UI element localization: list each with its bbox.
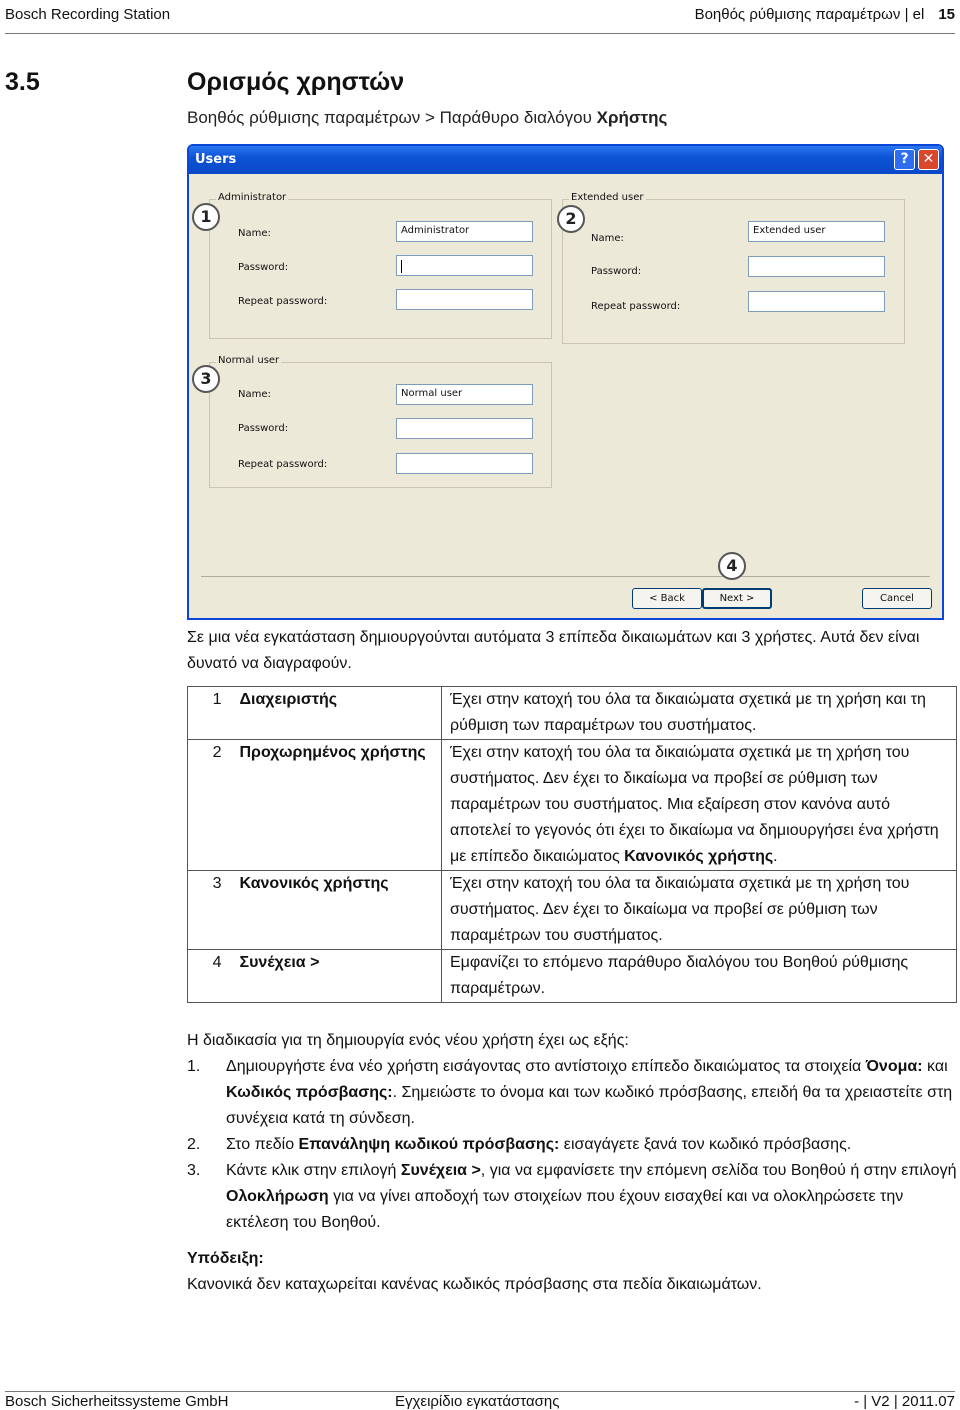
table-row: [188, 740, 957, 871]
step-number: 1.: [187, 1058, 201, 1075]
list-item: [187, 1158, 957, 1236]
extended-user-legend: Extended user: [571, 192, 644, 203]
definition-term: Συνέχεια >: [240, 950, 442, 1003]
users-dialog: [187, 144, 944, 620]
step-text: εισαγάγετε ξανά τον κωδικό πρόσβασης.: [559, 1136, 852, 1153]
definition-term: Διαχειριστής: [240, 687, 442, 740]
definition-term: Προχωρημένος χρήστης: [240, 740, 442, 871]
step-bold: Επανάληψη κωδικού πρόσβασης:: [298, 1136, 560, 1153]
normal-name-label: Name:: [238, 389, 271, 400]
step-bold: Συνέχεια >: [400, 1162, 481, 1179]
extended-name-label: Name:: [591, 233, 624, 244]
administrator-legend: Administrator: [218, 192, 287, 203]
extended-password-label: Password:: [591, 266, 642, 277]
cancel-button[interactable]: Cancel: [862, 588, 932, 609]
normal-password-label: Password:: [238, 423, 289, 434]
callout-marker-3: 3: [192, 365, 220, 393]
intro-paragraph: Σε μια νέα εγκατάσταση δημιουργούνται αυτόματα 3 επίπεδα δικαιωμάτων και 3 χρήστες. Αυτά δεν είναι δυνατό να διαγραφούν.: [187, 629, 920, 672]
button-separator: [201, 576, 930, 577]
step-bold: Ολοκλήρωση: [226, 1188, 329, 1205]
normal-user-legend: Normal user: [218, 355, 280, 366]
table-row: [188, 687, 957, 740]
back-button[interactable]: < Back: [632, 588, 702, 609]
page-header: [5, 0, 955, 34]
definitions-table: [187, 686, 957, 1003]
definition-desc-cell: [442, 740, 957, 871]
procedure: [187, 1028, 957, 1236]
definition-desc: Εμφανίζει το επόμενο παράθυρο διαλόγου του Βοηθού ρύθμισης παραμέτρων.: [442, 950, 957, 1003]
extended-repeat-password-field[interactable]: [748, 291, 885, 312]
footer-manual: Εγχειρίδιο εγκατάστασης: [395, 1393, 560, 1410]
next-button[interactable]: Next >: [702, 588, 772, 609]
step-bold: Όνομα:: [865, 1058, 923, 1075]
step-text: Κάντε κλικ στην επιλογή: [226, 1162, 401, 1179]
normal-name-field[interactable]: [396, 384, 533, 405]
admin-repeat-password-label: Repeat password:: [238, 296, 328, 307]
definition-desc: Έχει στην κατοχή του όλα τα δικαιώματα σχετικά με τη χρήση και τη ρύθμιση των παραμέτρων του συστήματος.: [442, 687, 957, 740]
admin-name-value: Administrator: [401, 225, 470, 236]
admin-repeat-password-field[interactable]: [396, 289, 533, 310]
breadcrumb-path: Βοηθός ρύθμισης παραμέτρων > Παράθυρο διαλόγου: [187, 108, 592, 127]
definition-number: 1: [188, 687, 240, 740]
dialog-title: Users: [195, 152, 237, 167]
definition-number: 3: [188, 871, 240, 950]
normal-password-field[interactable]: [396, 418, 533, 439]
definition-desc-end: .: [773, 848, 778, 865]
breadcrumb-current: Χρήστης: [596, 108, 668, 127]
list-item: [187, 1054, 957, 1132]
definition-number: 2: [188, 740, 240, 871]
tip-heading: Υπόδειξη:: [187, 1250, 264, 1267]
definition-desc: Έχει στην κατοχή του όλα τα δικαιώματα σχετικά με τη χρήση του συστήματος. Δεν έχει το δικαίωμα να προβεί σε ρύθμιση των παραμέτρων του συστήματος.: [442, 871, 957, 950]
step-number: 3.: [187, 1162, 201, 1179]
help-icon[interactable]: ?: [894, 149, 915, 170]
text-caret: [401, 260, 402, 273]
step-text: Στο πεδίο: [226, 1136, 299, 1153]
definition-desc-bold: Κανονικός χρήστης: [624, 848, 774, 865]
table-row: [188, 950, 957, 1003]
admin-name-label: Name:: [238, 228, 271, 239]
dialog-titlebar: [189, 146, 942, 174]
admin-name-field[interactable]: [396, 221, 533, 242]
step-text: Δημιουργήστε ένα νέο χρήστη εισάγοντας στο αντίστοιχο επίπεδο δικαιώματος τα στοιχεία: [226, 1058, 866, 1075]
normal-name-value: Normal user: [401, 388, 463, 399]
page-footer: [5, 1391, 955, 1410]
admin-password-label: Password:: [238, 262, 289, 273]
callout-marker-1: 1: [192, 203, 220, 231]
header-product: Bosch Recording Station: [5, 6, 171, 23]
list-item: [187, 1132, 957, 1158]
extended-repeat-password-label: Repeat password:: [591, 301, 681, 312]
step-number: 2.: [187, 1136, 201, 1153]
definition-term: Κανονικός χρήστης: [240, 871, 442, 950]
step-text: για να γίνει αποδοχή των στοιχείων που έχουν εισαχθεί και να ολοκληρώσετε την εκτέλεση του Βοηθού.: [226, 1188, 904, 1231]
callout-marker-2: 2: [557, 205, 585, 233]
definition-number: 4: [188, 950, 240, 1003]
header-chapter-text: Βοηθός ρύθμισης παραμέτρων | el: [694, 6, 925, 23]
extended-name-value: Extended user: [753, 225, 826, 236]
header-chapter: [695, 6, 955, 23]
step-text: και: [922, 1058, 948, 1075]
footer-company: Bosch Sicherheitssysteme GmbH: [5, 1393, 229, 1410]
callout-marker-4: 4: [718, 552, 746, 580]
section-number: 3.5: [5, 68, 40, 96]
normal-repeat-password-field[interactable]: [396, 453, 533, 474]
table-row: [188, 871, 957, 950]
close-icon[interactable]: ✕: [918, 149, 939, 170]
page-title: Ορισμός χρηστών: [187, 68, 405, 96]
page-number: 15: [938, 6, 955, 23]
definition-desc: Έχει στην κατοχή του όλα τα δικαιώματα σχετικά με τη χρήση του συστήματος. Δεν έχει το δικαίωμα να προβεί σε ρύθμιση των παραμέτρων του συστήματος. Μια εξαίρεση στον κανόνα αυτό αποτελεί το γεγονός ότι έχει το δικαίωμα να δημιουργήσει ένα χρήστη με επίπεδο δικαιώματος: [450, 744, 939, 865]
step-bold: Κωδικός πρόσβασης:: [226, 1084, 393, 1101]
extended-password-field[interactable]: [748, 256, 885, 277]
extended-name-field[interactable]: [748, 221, 885, 242]
breadcrumb: [187, 108, 667, 128]
normal-repeat-password-label: Repeat password:: [238, 459, 328, 470]
tip-body: Κανονικά δεν καταχωρείται κανένας κωδικός πρόσβασης στα πεδία δικαιωμάτων.: [187, 1276, 762, 1293]
footer-version: - | V2 | 2011.07: [854, 1393, 955, 1410]
step-text: . Σημειώστε το όνομα και των κωδικό πρόσβασης, επειδή θα τα χρειαστείτε στη συνέχεια κατά τη σύνδεση.: [226, 1084, 953, 1127]
step-text: , για να εμφανίσετε την επόμενη σελίδα του Βοηθού ή στην επιλογή: [480, 1162, 957, 1179]
procedure-intro: Η διαδικασία για τη δημιουργία ενός νέου χρήστη έχει ως εξής:: [187, 1032, 629, 1049]
admin-password-field[interactable]: [396, 255, 533, 276]
